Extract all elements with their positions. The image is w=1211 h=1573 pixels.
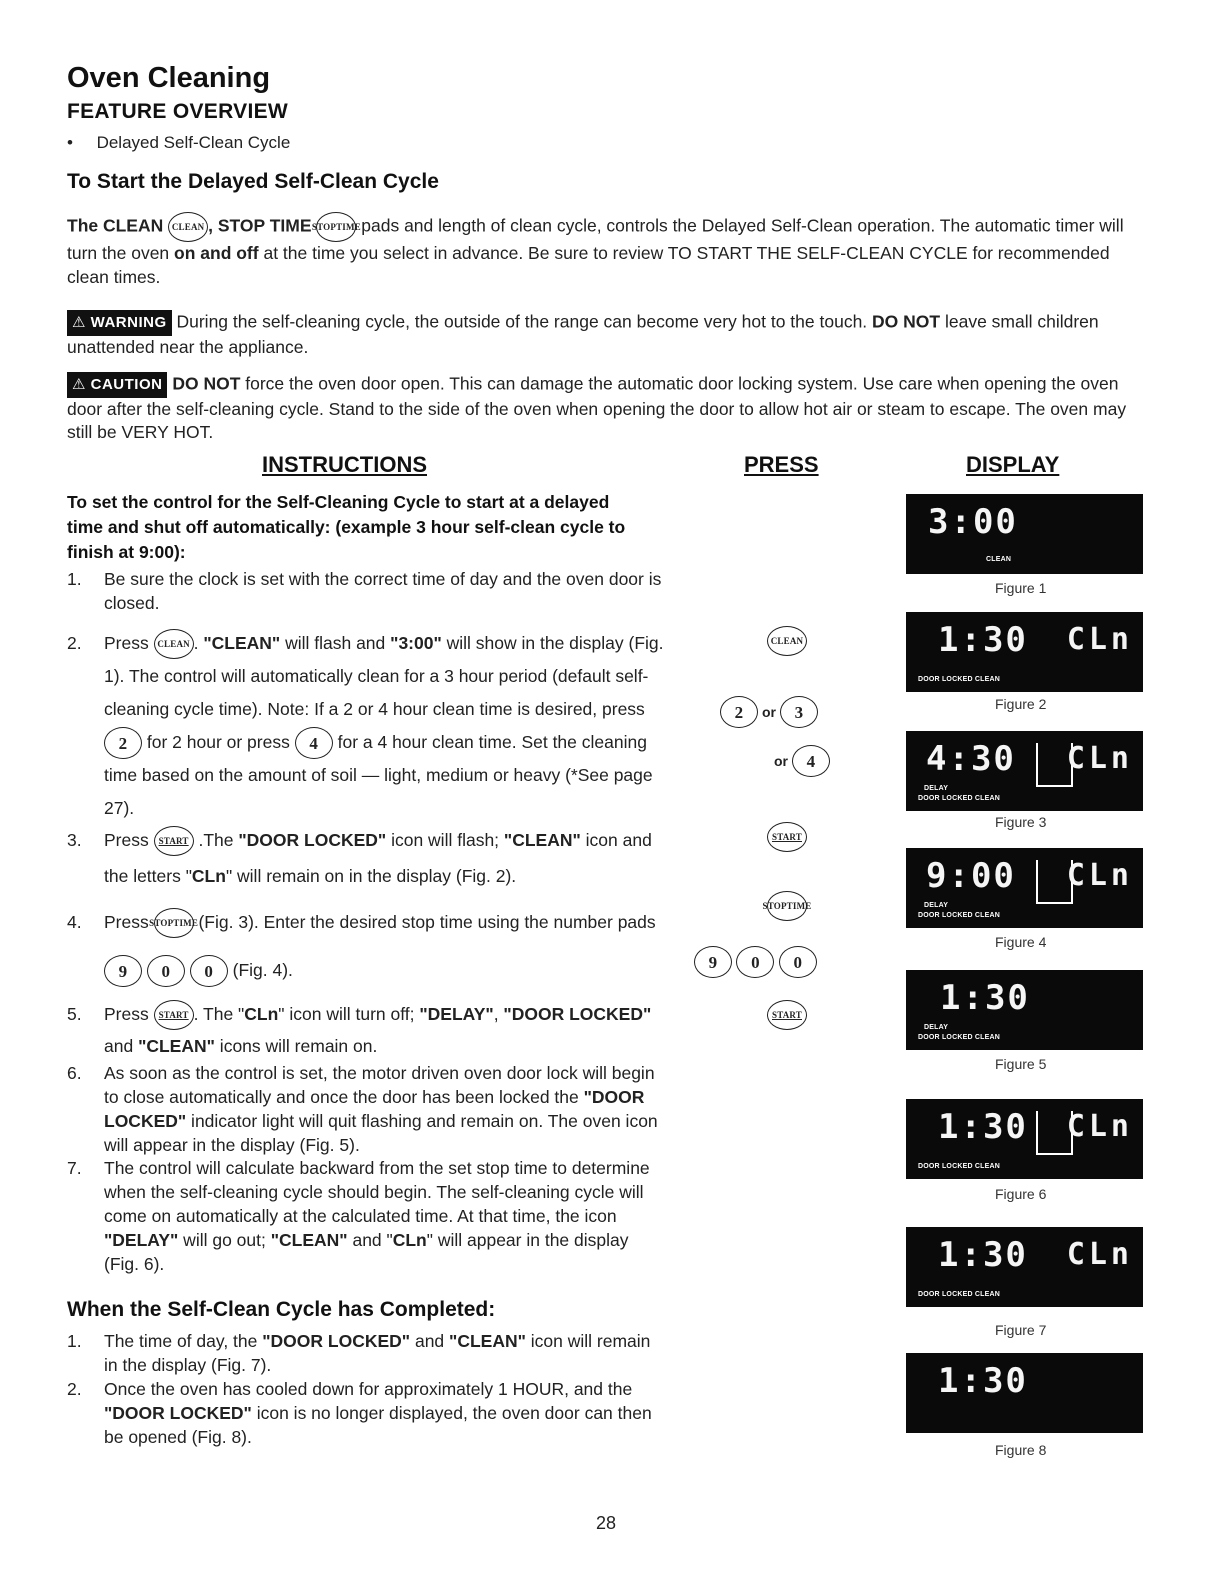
number-0-pad-icon: 0 [190, 955, 228, 987]
subsection-heading: To Start the Delayed Self-Clean Cycle [67, 170, 439, 193]
figure-3-caption: Figure 3 [995, 814, 1047, 830]
press-heading: PRESS [744, 452, 819, 477]
stop-time-label: , STOP TIME [208, 215, 312, 236]
page-title: Oven Cleaning [67, 62, 271, 94]
or-label: or [762, 704, 776, 720]
start-pad-icon: START [154, 826, 194, 856]
step-3: 3. Press START .The "DOOR LOCKED" icon will flash; "CLEAN" icon and the letters "CLn" will remain on in the display (Fig. 2). [67, 822, 667, 894]
number-2-pad-icon: 2 [104, 727, 142, 759]
clean-pad-icon: CLEAN [767, 626, 807, 656]
clean-label: The CLEAN [67, 215, 164, 236]
figure-4-caption: Figure 4 [995, 934, 1047, 950]
caution-label: ⚠ CAUTION [67, 372, 167, 398]
figure-2-caption: Figure 2 [995, 696, 1047, 712]
instructions-heading: INSTRUCTIONS [262, 452, 427, 477]
step-7: 7. The control will calculate backward from the set stop time to determine when the self-cleaning cycle should begin. The self-cleaning cycle will come on automatically at the calculated time. At that time, the icon "DELAY" will go out; "CLEAN" and "CLn" will appear in the display (Fig. 6). [67, 1158, 650, 1274]
number-0-pad-icon: 0 [736, 946, 774, 978]
display-figure-1: 3:00 CLEAN [906, 494, 1143, 574]
display-figure-5: 1:30 DELAY DOOR LOCKED CLEAN [906, 970, 1143, 1050]
display-figure-2: 1:30 CLn DOOR LOCKED CLEAN [906, 612, 1143, 692]
page-number: 28 [596, 1513, 617, 1533]
feature-bullet-text: Delayed Self-Clean Cycle [96, 133, 291, 152]
warning-label: ⚠ WARNING [67, 310, 172, 336]
number-2-pad-icon: 2 [720, 696, 758, 728]
display-heading: DISPLAY [966, 452, 1060, 477]
warning-paragraph: ⚠ WARNING During the self-cleaning cycle, the outside of the range can become very hot to the touch. DO NOT leave small children unattended near the appliance. [67, 311, 1099, 357]
start-pad-icon: START [154, 1000, 194, 1030]
display-figure-6: 1:30 CLn DOOR LOCKED CLEAN [906, 1099, 1143, 1179]
stop-time-pad-icon: STOP TIME [316, 212, 356, 242]
step-1: 1. Be sure the clock is set with the correct time of day and the oven door is closed. [67, 569, 662, 613]
step-2: 2. Press CLEAN . "CLEAN" will flash and "3:00" will show in the display (Fig. 1). The control will automatically clean for a 3 hour period (default self-cleaning cycle time). Note: If a 2 or 4 hour clean time is desired, press 2 for 2 hour or press 4 for a 4 hour clean time. Set the cleaning time based on the amount of soil — light, medium or heavy (*See page 27). [67, 627, 667, 825]
display-figure-8: 1:30 [906, 1353, 1143, 1433]
stop-time-pad-icon: STOP TIME [767, 891, 807, 921]
intro-paragraph: The CLEAN CLEAN , STOP TIME STOP TIME pads and length of clean cycle, controls the Delayed Self-Clean operation. The automatic timer will turn the oven on and off at the time you select in advance. Be sure to review TO START THE SELF-CLEAN CYCLE for recommended clean times. [67, 212, 1152, 289]
press-9-0-0 [694, 946, 817, 978]
figure-1-caption: Figure 1 [995, 580, 1047, 596]
caution-paragraph: ⚠ CAUTION DO NOT force the oven door open. This can damage the automatic door locking system. Use care when opening the oven door after the self-cleaning cycle. Stand to the side of the oven when opening the door to allow hot air or steam to escape. The oven may still be VERY HOT. [67, 373, 1127, 442]
number-3-pad-icon: 3 [780, 696, 818, 728]
step-4: 4. Press STOP TIME (Fig. 3). Enter the desired stop time using the number pads 9 0 0 (Fig. 4). [67, 898, 667, 994]
number-9-pad-icon: 9 [104, 955, 142, 987]
completed-step-1: 1. The time of day, the "DOOR LOCKED" and "CLEAN" icon will remain in the display (Fig. 7). [67, 1331, 651, 1375]
number-0-pad-icon: 0 [147, 955, 185, 987]
figure-8-caption: Figure 8 [995, 1442, 1047, 1458]
number-4-pad-icon: 4 [792, 745, 830, 777]
press-or-4 [770, 745, 830, 777]
completed-heading: When the Self-Clean Cycle has Completed: [67, 1298, 496, 1321]
or-label: or [774, 753, 788, 769]
figure-5-caption: Figure 5 [995, 1056, 1047, 1072]
step-6: 6. As soon as the control is set, the motor driven oven door lock will begin to close automatically and once the door has been locked the "DOOR LOCKED" indicator light will quit flashing and remain on. The oven icon will appear in the display (Fig. 5). [67, 1063, 658, 1155]
completed-step-2: 2. Once the oven has cooled down for approximately 1 HOUR, and the "DOOR LOCKED" icon is no longer displayed, the oven door can then be opened (Fig. 8). [67, 1379, 652, 1447]
display-figure-7: 1:30 CLn DOOR LOCKED CLEAN [906, 1227, 1143, 1307]
clean-pad-icon: CLEAN [154, 629, 194, 659]
press-2-or-3 [720, 696, 818, 728]
number-0-pad-icon: 0 [779, 946, 817, 978]
number-9-pad-icon: 9 [694, 946, 732, 978]
figure-6-caption: Figure 6 [995, 1186, 1047, 1202]
start-pad-icon: START [767, 1000, 807, 1030]
display-figure-4: 9:00 CLn DELAY DOOR LOCKED CLEAN [906, 848, 1143, 928]
stop-time-pad-icon: STOP TIME [154, 908, 194, 938]
figure-7-caption: Figure 7 [995, 1322, 1047, 1338]
display-figure-3: 4:30 CLn DELAY DOOR LOCKED CLEAN [906, 731, 1143, 811]
section-heading: FEATURE OVERVIEW [67, 100, 289, 123]
start-pad-icon: START [767, 822, 807, 852]
feature-bullet: • Delayed Self-Clean Cycle [67, 133, 291, 152]
step-5: 5. Press START . The "CLn" icon will turn off; "DELAY", "DOOR LOCKED" and "CLEAN" icons will remain on. [67, 998, 667, 1062]
instructions-intro: To set the control for the Self-Cleaning Cycle to start at a delayed time and shut off automatically: (example 3 hour self-clean cycle to finish at 9:00): [67, 492, 626, 562]
number-4-pad-icon: 4 [295, 727, 333, 759]
clean-pad-icon: CLEAN [168, 212, 208, 242]
